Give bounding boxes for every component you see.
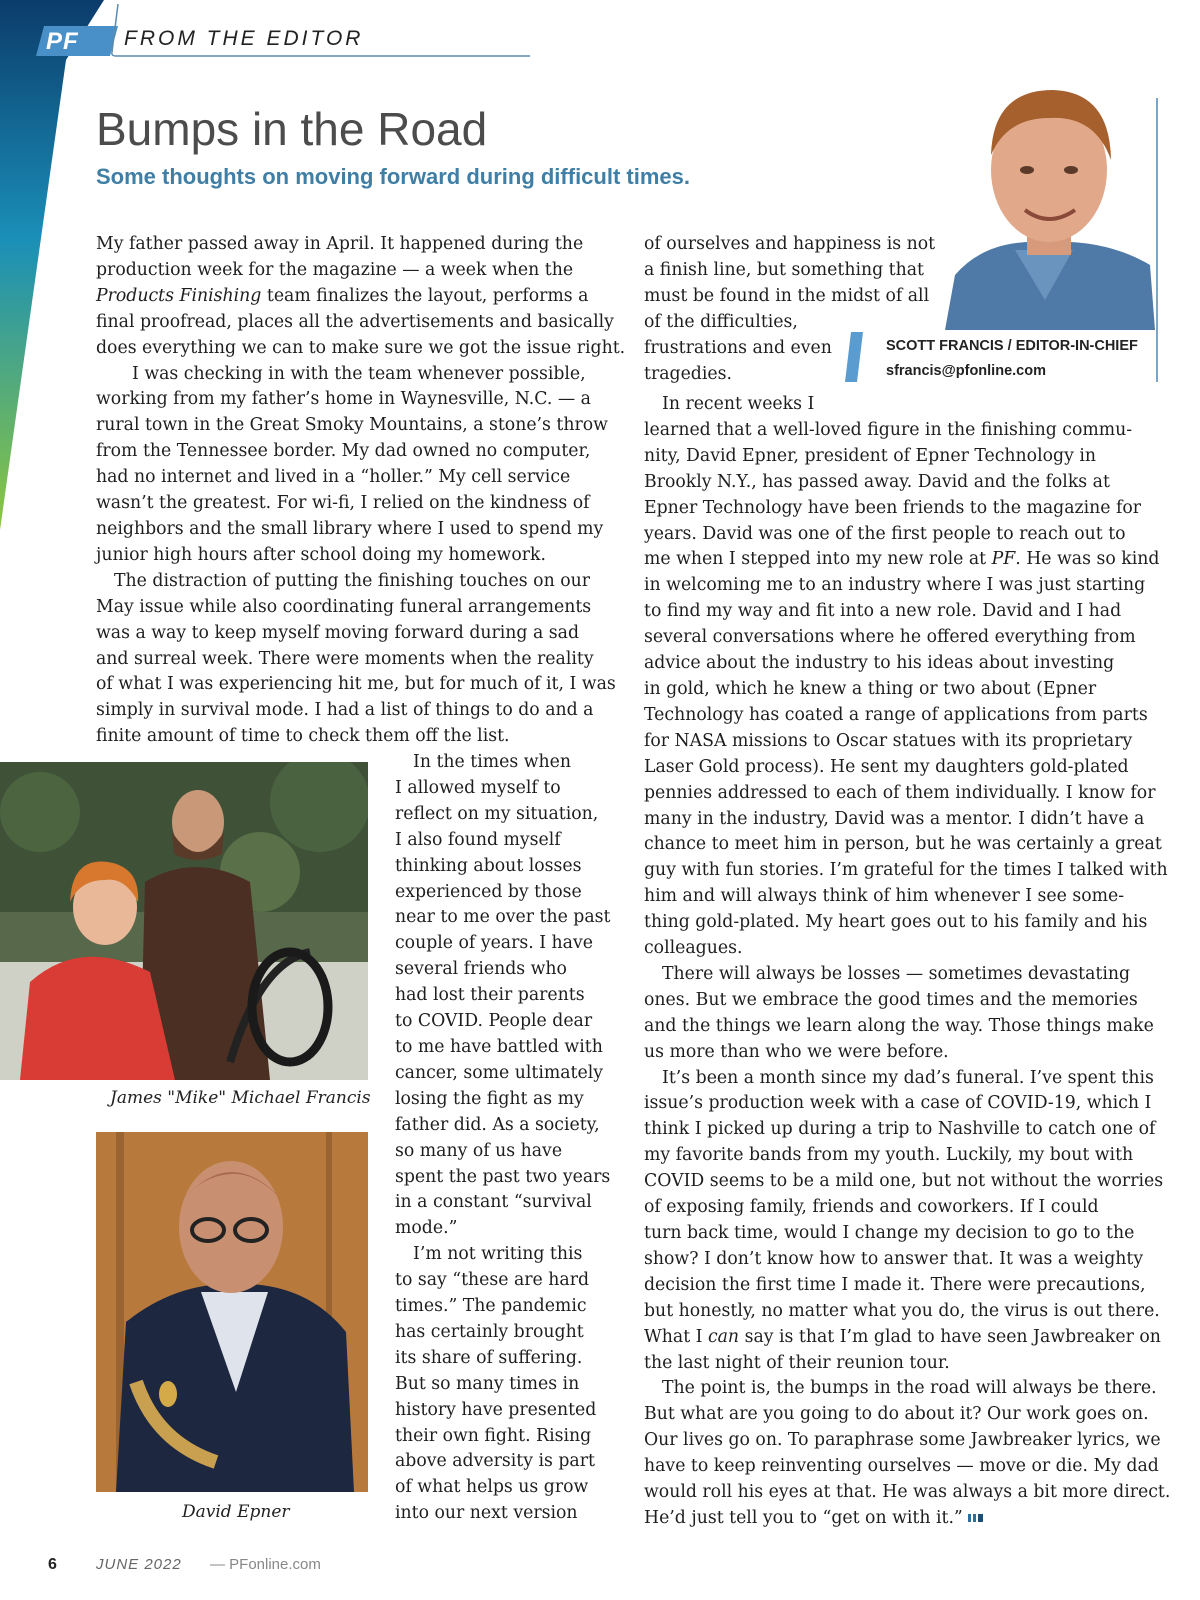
body-line: him and will always think of him whenever I see some- bbox=[644, 886, 1125, 907]
body-line: of ourselves and happiness is not bbox=[644, 234, 936, 254]
body-line: turn back time, would I change my decision to go to the bbox=[644, 1223, 1135, 1243]
body-line: May issue while also coordinating funeral arrangements bbox=[96, 596, 592, 617]
body-line: production week for the magazine — a week when the bbox=[96, 259, 574, 280]
body-line: thinking about losses bbox=[395, 855, 582, 876]
body-line: couple of years. I have bbox=[395, 933, 593, 954]
issue-date: JUNE 2022 bbox=[96, 1556, 182, 1573]
body-line: finite amount of time to check them off the list. bbox=[96, 726, 510, 747]
body-line: experienced by those bbox=[395, 881, 582, 902]
body-line: to find my way and fit into a new role. David and I had bbox=[644, 601, 1122, 622]
body-line: near to me over the past bbox=[395, 907, 611, 928]
body-line: my favorite bands from my youth. Luckily, my bout with bbox=[644, 1145, 1134, 1166]
body-line: colleagues. bbox=[644, 938, 743, 959]
pf-logo-text: PF bbox=[46, 28, 79, 55]
body-line-text: He’d just tell you to “get on with it.” bbox=[644, 1507, 963, 1528]
photo-caption-father: James "Mike" Michael Francis bbox=[110, 1088, 371, 1108]
body-line: several friends who bbox=[395, 959, 567, 980]
body-line: was a way to keep myself moving forward during a sad bbox=[96, 622, 580, 643]
body-line: their own fight. Rising bbox=[395, 1425, 592, 1446]
article-title: Bumps in the Road bbox=[96, 103, 488, 155]
body-line: years. David was one of the first people to reach out to bbox=[644, 523, 1126, 544]
body-line: to COVID. People dear bbox=[395, 1011, 593, 1032]
body-line: nity, David Epner, president of Epner Technology in bbox=[644, 445, 1096, 466]
body-line: to say “these are hard bbox=[395, 1270, 590, 1291]
body-line: for NASA missions to Oscar statues with its proprietary bbox=[644, 730, 1133, 751]
body-line: had no internet and lived in a “holler.” My cell service bbox=[96, 467, 571, 488]
body-line: rural town in the Great Smoky Mountains, a stone’s throw bbox=[96, 415, 608, 436]
body-line: but honestly, no matter what you do, the virus is out there. bbox=[644, 1300, 1160, 1321]
body-line: wasn’t the greatest. For wi-fi, I relied on the kindness of bbox=[96, 493, 590, 514]
body-line: father did. As a society, bbox=[395, 1114, 600, 1135]
article-subtitle: Some thoughts on moving forward during difficult times. bbox=[96, 164, 690, 189]
body-line: to me have battled with bbox=[395, 1036, 603, 1057]
body-line: The distraction of putting the finishing touches on our bbox=[114, 570, 590, 591]
body-line: In recent weeks I bbox=[662, 394, 815, 414]
body-column-1 bbox=[96, 232, 626, 750]
body-line bbox=[644, 1506, 1154, 1532]
decorative-color-stripe bbox=[0, 0, 110, 540]
body-line: thing gold-plated. My heart goes out to his family and his bbox=[644, 912, 1148, 933]
body-line: reflect on my situation, bbox=[395, 803, 599, 824]
body-line: its share of suffering. bbox=[395, 1347, 583, 1368]
body-line: pennies addressed to each of them individually. I know for bbox=[644, 782, 1156, 803]
magazine-name: Products Finishing bbox=[96, 285, 262, 306]
body-line: There will always be losses — sometimes devastating bbox=[662, 963, 1131, 984]
body-line: and the things we learn along the way. Those things make bbox=[644, 1015, 1154, 1036]
body-line: from the Tennessee border. My dad owned no computer, bbox=[96, 441, 591, 462]
body-line: times.” The pandemic bbox=[395, 1296, 587, 1317]
body-line: me when I stepped into my new role at PF. He was so kind bbox=[644, 549, 1160, 570]
body-line: guy with fun stories. I’m grateful for the times I talked with bbox=[644, 860, 1168, 881]
body-line: decision the first time I made it. There were precautions, bbox=[644, 1274, 1146, 1295]
body-line: I also found myself bbox=[395, 829, 561, 850]
body-line: COVID seems to be a mild one, but not without the worries bbox=[644, 1171, 1164, 1192]
body-line: I allowed myself to bbox=[395, 777, 561, 798]
body-line: I was checking in with the team whenever possible, bbox=[132, 363, 586, 384]
body-line: final proofread, places all the advertisements and basically bbox=[96, 311, 614, 332]
body-line: Technology has coated a range of applications from parts bbox=[644, 704, 1148, 725]
body-line: frustrations and even bbox=[644, 337, 832, 358]
body-line: in welcoming me to an industry where I was just starting bbox=[644, 575, 1146, 596]
body-line: many in the industry, David was a mentor. I didn’t have a bbox=[644, 808, 1145, 829]
body-line: Epner Technology have been friends to the magazine for bbox=[644, 497, 1142, 518]
body-column-3-top bbox=[644, 232, 934, 387]
body-line: ones. But we embrace the good times and the memories bbox=[644, 989, 1138, 1010]
body-line: of what I was experiencing hit me, but for much of it, I was bbox=[96, 674, 616, 695]
body-line: of what helps us grow bbox=[395, 1477, 589, 1498]
body-line: must be found in the midst of all bbox=[644, 285, 930, 306]
body-line: had lost their parents bbox=[395, 985, 585, 1006]
body-line: so many of us have bbox=[395, 1140, 563, 1161]
editor-name-title: SCOTT FRANCIS / EDITOR-IN-CHIEF bbox=[886, 338, 1138, 354]
body-line: But so many times in bbox=[395, 1373, 580, 1394]
editor-portrait-photo bbox=[945, 60, 1155, 330]
body-line: losing the fight as my bbox=[395, 1088, 584, 1109]
body-line: Brookly N.Y., has passed away. David and the folks at bbox=[644, 471, 1110, 492]
body-line: has certainly brought bbox=[395, 1321, 584, 1342]
body-column-2 bbox=[395, 750, 611, 1527]
editor-email-link[interactable]: sfrancis@pfonline.com bbox=[886, 363, 1046, 379]
body-line: I’m not writing this bbox=[413, 1244, 583, 1265]
emphasis-can: can bbox=[707, 1326, 740, 1347]
body-line: neighbors and the small library where I used to spend my bbox=[96, 518, 604, 539]
body-line: a finish line, but something that bbox=[644, 259, 924, 280]
body-line: show? I don’t know how to answer that. It was a weighty bbox=[644, 1248, 1144, 1269]
body-line: issue’s production week with a case of COVID-19, which I bbox=[644, 1093, 1152, 1114]
body-line: of exposing family, friends and coworkers. If I could bbox=[644, 1197, 1099, 1218]
body-line: and surreal week. There were moments when the reality bbox=[96, 648, 594, 669]
body-line: chance to meet him in person, but he was certainly a great bbox=[644, 834, 1162, 855]
body-line: above adversity is part bbox=[395, 1451, 595, 1472]
body-line: Products Finishing team finalizes the layout, performs a bbox=[96, 285, 589, 306]
site-url[interactable]: — PFonline.com bbox=[210, 1556, 321, 1573]
father-son-photo bbox=[0, 762, 368, 1080]
body-line: in a constant “survival bbox=[395, 1192, 592, 1213]
section-label: FROM THE EDITOR bbox=[124, 27, 364, 50]
body-line: Our lives go on. To paraphrase some Jawbreaker lyrics, we bbox=[644, 1430, 1161, 1451]
body-line: working from my father’s home in Waynesville, N.C. — a bbox=[96, 389, 591, 410]
body-line: What I can say is that I’m glad to have seen Jawbreaker on bbox=[644, 1326, 1161, 1347]
body-line: Laser Gold process). He sent my daughters gold-plated bbox=[644, 756, 1129, 777]
body-line: into our next version bbox=[395, 1503, 578, 1524]
david-epner-photo bbox=[96, 1132, 368, 1492]
body-line: us more than who we were before. bbox=[644, 1041, 949, 1062]
editor-vertical-rule bbox=[1156, 98, 1158, 382]
pf-abbrev: PF bbox=[991, 549, 1016, 570]
body-line: the last night of their reunion tour. bbox=[644, 1352, 950, 1373]
body-line: simply in survival mode. I had a list of things to do and a bbox=[96, 700, 594, 721]
body-line: junior high hours after school doing my homework. bbox=[96, 544, 546, 565]
body-line: But what are you going to do about it? Our work goes on. bbox=[644, 1404, 1149, 1425]
body-line: advice about the industry to his ideas about investing bbox=[644, 653, 1115, 674]
body-line: learned that a well-loved figure in the finishing commu- bbox=[644, 419, 1133, 440]
body-line: It’s been a month since my dad’s funeral. I’ve spent this bbox=[662, 1067, 1154, 1088]
body-column-3 bbox=[644, 392, 1171, 1532]
photo-caption-epner: David Epner bbox=[182, 1502, 290, 1522]
page-number: 6 bbox=[48, 1556, 57, 1573]
body-line: several conversations where he offered everything from bbox=[644, 627, 1136, 648]
body-line: would roll his eyes at that. He was always a bit more direct. bbox=[644, 1482, 1171, 1503]
body-line: My father passed away in April. It happened during the bbox=[96, 234, 584, 254]
body-line: history have presented bbox=[395, 1399, 597, 1420]
body-line: of the difficulties, bbox=[644, 311, 798, 332]
body-line: have to keep reinventing ourselves — move or die. My dad bbox=[644, 1456, 1159, 1477]
body-line: In the times when bbox=[413, 752, 571, 772]
end-of-article-icon bbox=[968, 1513, 984, 1523]
body-line: The point is, the bumps in the road will always be there. bbox=[662, 1378, 1157, 1399]
body-line: mode.” bbox=[395, 1218, 458, 1239]
body-line: does everything we can to make sure we got the issue right. bbox=[96, 337, 626, 358]
body-line: cancer, some ultimately bbox=[395, 1062, 604, 1083]
body-line: think I picked up during a trip to Nashville to catch one of bbox=[644, 1119, 1156, 1140]
body-line: spent the past two years bbox=[395, 1166, 611, 1187]
body-line: in gold, which he knew a thing or two about (Epner bbox=[644, 678, 1097, 699]
body-line: tragedies. bbox=[644, 363, 732, 384]
